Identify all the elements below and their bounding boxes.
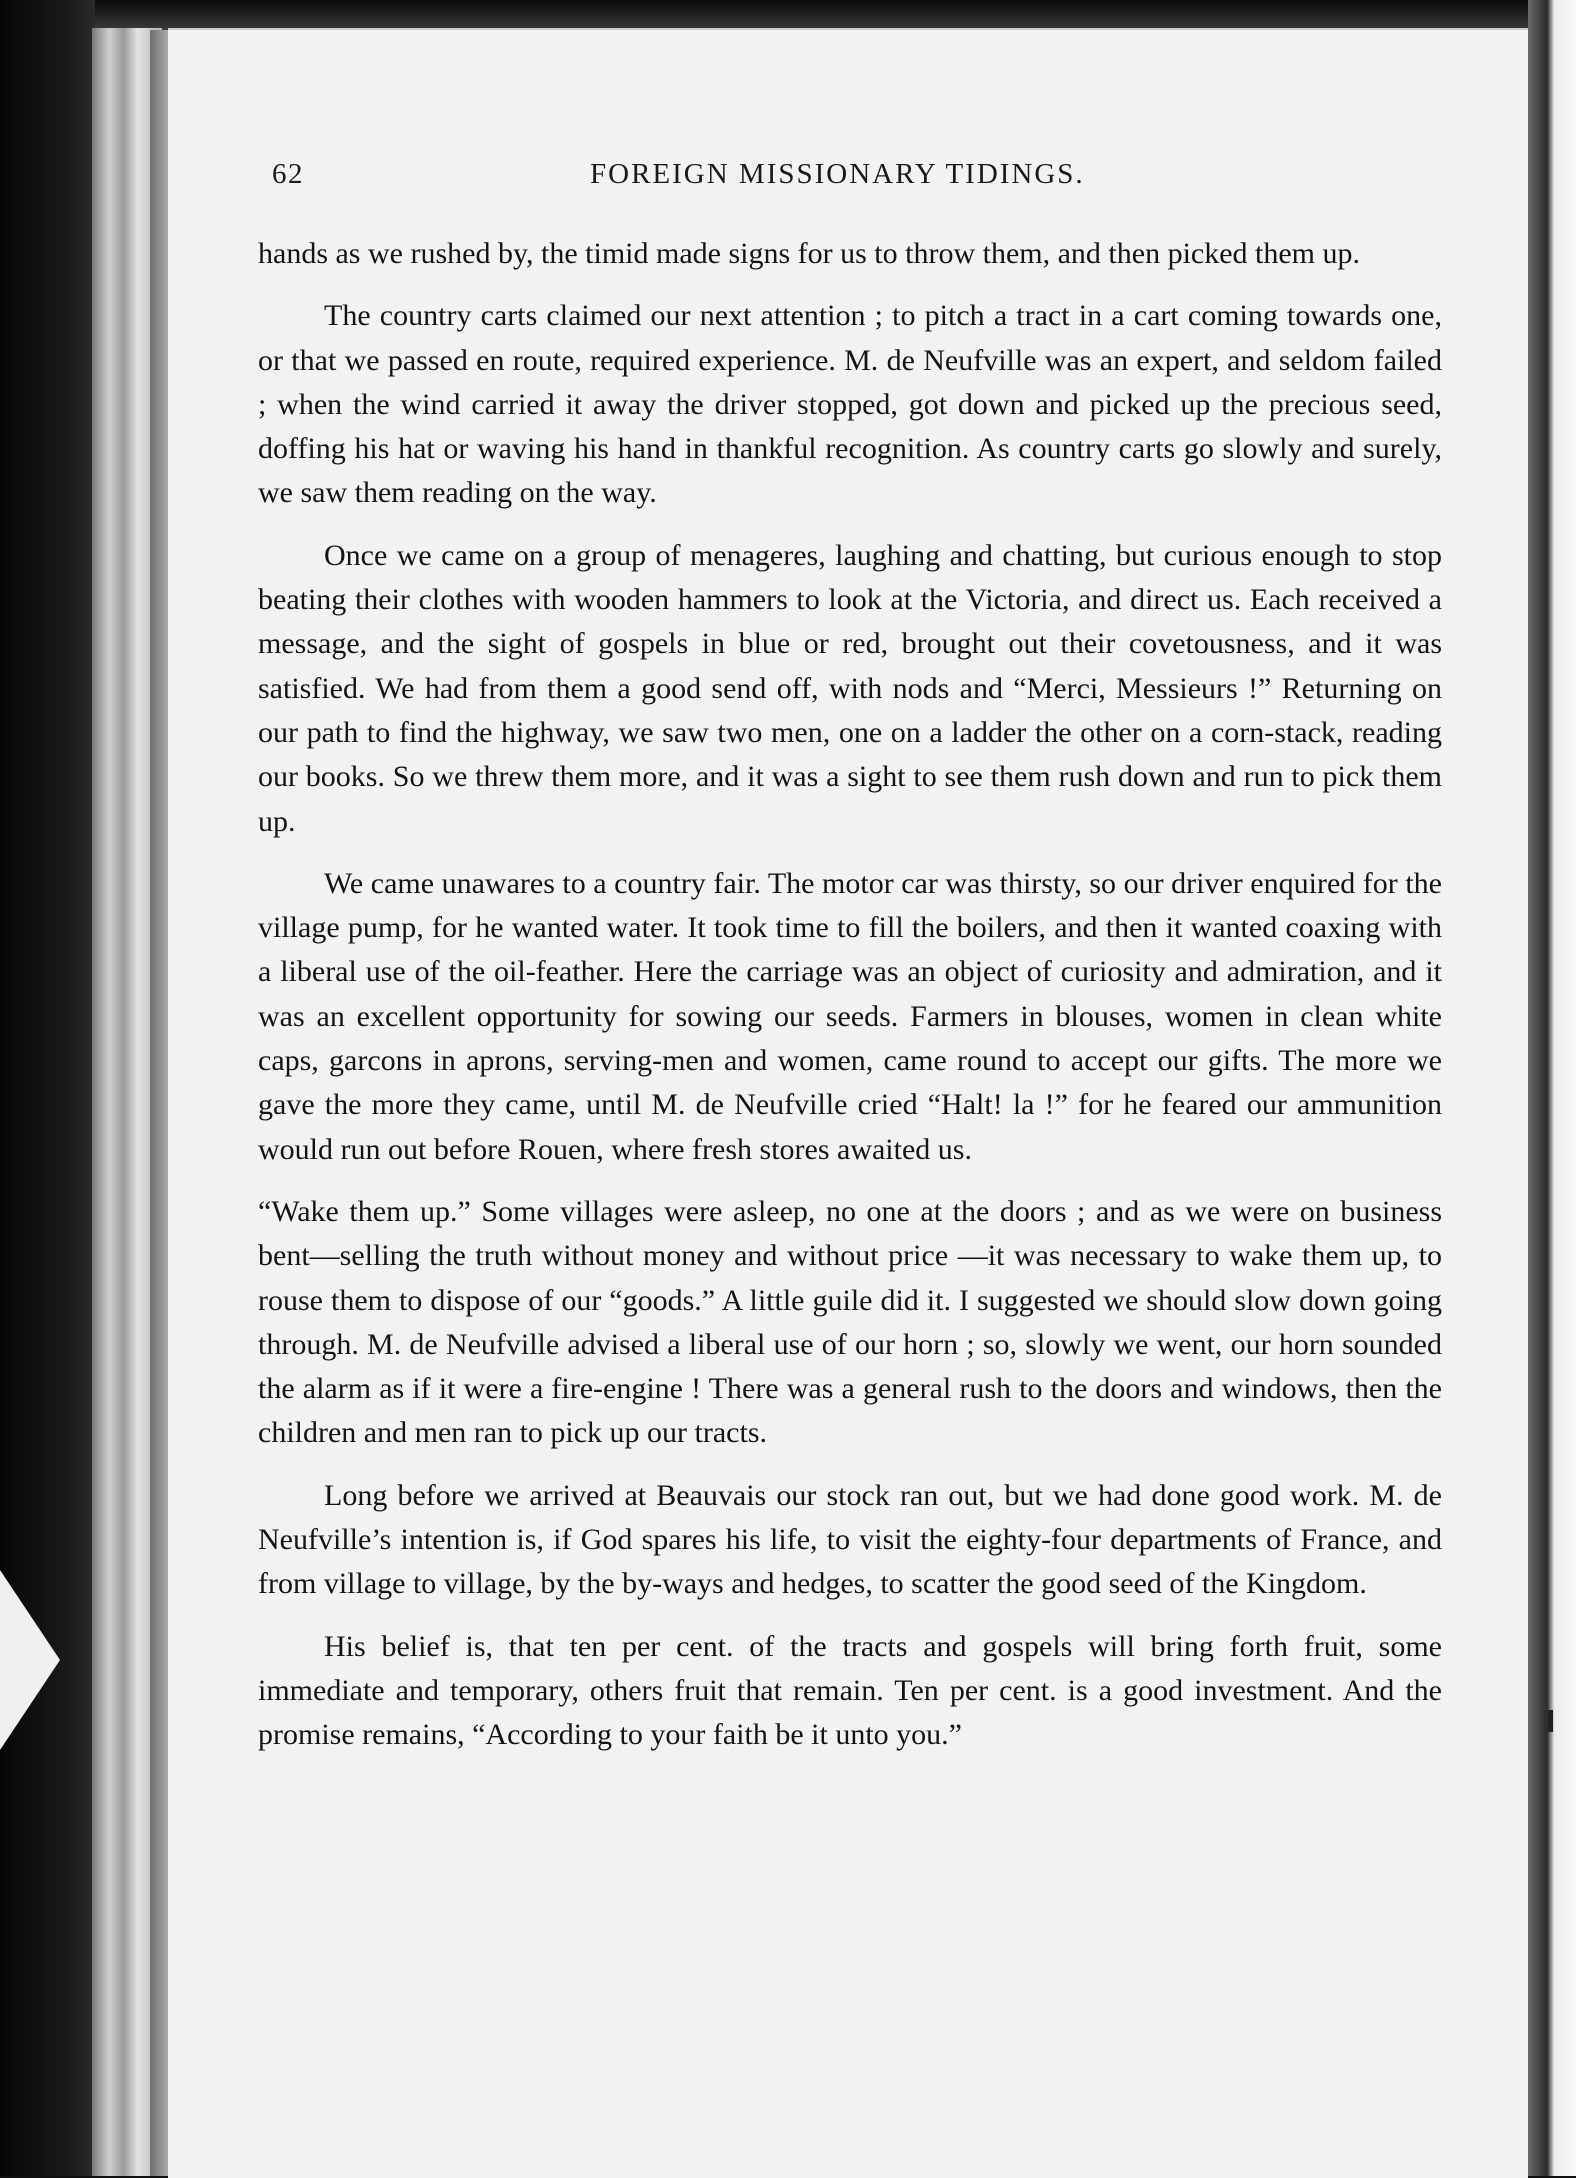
- paragraph: The country carts claimed our next attention ; to pitch a tract in a cart coming towards one, or that we passed en route, required experience. M. de Neufville was an expert, and seldom failed ; when the wind carried it away the driver stopped, got down and picked up the precious seed, doffing his hat or waving his hand in thankful recognition. As country carts go slowly and surely, we saw them reading on the way.: [258, 299, 1442, 510]
- paragraph: We came unawares to a country fair. The motor car was thirsty, so our driver enquired for the village pump, for he wanted water. It took time to fill the boilers, and then it wanted coaxing with a liberal use of the oil-feather. Here the carriage was an object of curiosity and admiration, and it was an excellent opportunity for sowing our seeds. Farmers in blouses, women in clean white caps, garcons in aprons, serving-men and women, came round to accept our gifts. The more we gave the more they came, until M. de Neufville cried “Halt! la !” for he feared our ammunition would run out before Rouen, where fresh stores awaited us.: [258, 866, 1442, 1166]
- running-title: FOREIGN MISSIONARY TIDINGS.: [590, 158, 1085, 190]
- scan-page-tab: [0, 1570, 60, 1750]
- paragraph: hands as we rushed by, the timid made signs for us to throw them, and then picked them up.: [258, 237, 1361, 270]
- paragraph: His belief is, that ten per cent. of the tracts and gospels will bring forth fruit, some immediate and temporary, others fruit that remain. Ten per cent. is a good investment. And the promise remains, “According to your faith be it unto you.”: [258, 1629, 1442, 1752]
- page-number: 62: [272, 158, 304, 190]
- paragraph: Long before we arrived at Beauvais our stock ran out, but we had done good work. M. de Neufville’s intention is, if God spares his life, to visit the eighty-four departments of France, and from village to village, by the by-ways and hedges, to scatter the good seed of the Kingdom.: [258, 1478, 1442, 1601]
- page-header: [272, 158, 1432, 198]
- paragraph: “Wake them up.” Some villages were asleep, no one at the doors ; and as we were on business bent—selling the truth without money and without price —it was necessary to wake them up, to rouse them to dispose of our “goods.” A little guile did it. I suggested we should slow down going through. M. de Neufville advised a liberal use of our horn ; so, slowly we went, our horn sounded the alarm as if it were a fire-engine ! There was a general rush to the doors and windows, then the children and men ran to pick up our tracts.: [258, 1194, 1442, 1450]
- scan-left-background: [0, 0, 95, 2176]
- scan-edge-mark: [1548, 1710, 1553, 1732]
- scan-top-shadow: [95, 0, 1528, 30]
- scan-right-edge: [1528, 0, 1576, 2176]
- article-body: [258, 232, 1442, 1758]
- paragraph: Once we came on a group of menageres, laughing and chatting, but curious enough to stop beating their clothes with wooden hammers to look at the Victoria, and direct us. Each received a message, and the sight of gospels in blue or red, brought out their covetousness, and it was satisfied. We had from them a good send off, with nods and “Merci, Messieurs !” Returning on our path to find the highway, we saw two men, one on a ladder the other on a corn-stack, reading our books. So we threw them more, and it was a sight to see them rush down and run to pick them up.: [258, 538, 1442, 838]
